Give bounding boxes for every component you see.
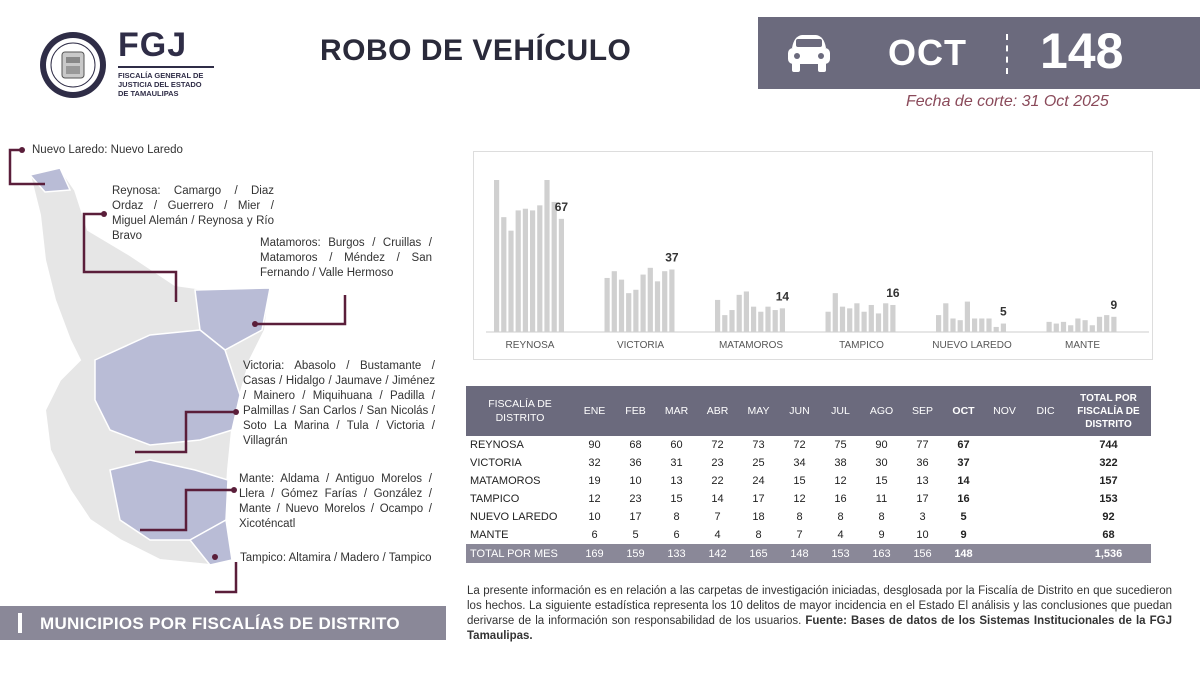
bar-matamoros-oct	[780, 308, 785, 332]
cell-feb: 5	[632, 529, 639, 541]
cell-mar: 133	[656, 544, 697, 563]
data-label: 14	[775, 289, 790, 304]
municipios-mante: Mante: Aldama / Antiguo Morelos / Llera / Gómez Farías / González / Mante / Nuevo Morelos / Ocampo / Xicoténcatl	[239, 473, 432, 530]
bar-tampico-jul	[869, 305, 874, 332]
bar-victoria-ene	[605, 278, 610, 332]
bar-chart	[473, 151, 1153, 360]
col-header-feb: FEB	[615, 386, 656, 436]
bar-nuevo-laredo-mar	[950, 318, 955, 332]
bar-mante-mar	[1061, 322, 1066, 332]
cell-abr: 23	[711, 457, 724, 469]
cell-may: 8	[755, 529, 762, 541]
bar-chart-svg	[474, 152, 1152, 359]
cell-mar: 60	[670, 439, 683, 451]
bar-matamoros-abr	[737, 295, 742, 332]
cell-nov	[984, 472, 1025, 490]
cell-feb: 10	[629, 475, 642, 487]
cell-feb: 23	[629, 493, 642, 505]
bar-nuevo-laredo-may	[965, 302, 970, 332]
cell-abr: 7	[714, 511, 721, 523]
bar-mante-may	[1075, 318, 1080, 332]
row-name: TAMPICO	[470, 493, 520, 505]
table-totals-row	[466, 544, 1151, 563]
bar-nuevo-laredo-ene	[936, 315, 941, 332]
bar-mante-oct	[1111, 317, 1116, 332]
cell-ago: 11	[875, 493, 888, 505]
cell-dic	[1025, 436, 1066, 454]
cell-nov	[984, 544, 1025, 563]
data-label: 5	[1000, 304, 1007, 319]
category-label: REYNOSA	[505, 340, 555, 351]
cell-jun: 7	[796, 529, 803, 541]
bar-mante-jul	[1090, 325, 1095, 332]
cell-mar: 8	[673, 511, 680, 523]
category-label: MANTE	[1065, 340, 1100, 351]
cell-ene: 6	[591, 529, 598, 541]
col-header-dic: DIC	[1025, 386, 1066, 436]
cell-sep: 3	[919, 511, 926, 523]
municipios-reynosa: Reynosa: Camargo / Diaz Ordaz / Guerrero / Mier / Miguel Alemán / Reynosa y Río Bravo	[112, 185, 274, 242]
bar-reynosa-feb	[501, 217, 506, 332]
bar-victoria-jul	[648, 268, 653, 332]
bar-matamoros-jul	[758, 312, 763, 332]
col-header-nov: NOV	[984, 386, 1025, 436]
data-table	[466, 386, 1151, 563]
municipios-nuevo-laredo: Nuevo Laredo: Nuevo Laredo	[32, 144, 183, 156]
cell-oct: 14	[957, 475, 970, 487]
kpi-month: OCT	[888, 32, 967, 73]
bar-nuevo-laredo-ago	[986, 318, 991, 332]
bar-reynosa-may	[523, 209, 528, 332]
row-name: TOTAL POR MES	[466, 544, 574, 563]
cell-sep: 36	[916, 457, 929, 469]
bar-reynosa-ene	[494, 180, 499, 332]
col-header-abr: ABR	[697, 386, 738, 436]
cell-may: 18	[752, 511, 765, 523]
table-row	[466, 436, 1151, 454]
col-header-oct: OCT	[943, 386, 984, 436]
cell-total: 153	[1099, 493, 1118, 505]
cell-mar: 13	[670, 475, 683, 487]
cell-abr: 4	[714, 529, 721, 541]
category-label: NUEVO LAREDO	[932, 340, 1012, 351]
kpi-divider	[1006, 34, 1008, 74]
category-label: MATAMOROS	[718, 340, 784, 351]
bar-mante-abr	[1068, 325, 1073, 332]
cell-nov	[984, 526, 1025, 544]
org-block	[118, 28, 228, 98]
org-name-line: FISCALÍA GENERAL DE	[118, 71, 204, 80]
bar-mante-sep	[1104, 315, 1109, 332]
cell-sep: 77	[916, 439, 929, 451]
cell-dic	[1025, 526, 1066, 544]
cell-dic	[1025, 544, 1066, 563]
bar-tampico-abr	[847, 308, 852, 332]
data-label: 37	[665, 250, 679, 265]
cell-abr: 142	[697, 544, 738, 563]
cell-mar: 6	[673, 529, 680, 541]
data-label: 67	[554, 199, 569, 214]
cell-sep: 17	[916, 493, 929, 505]
cell-jul: 12	[834, 475, 847, 487]
cell-nov	[984, 454, 1025, 472]
cell-ago: 15	[875, 475, 888, 487]
cell-may: 25	[752, 457, 765, 469]
data-label: 9	[1110, 297, 1118, 312]
bar-nuevo-laredo-jul	[979, 318, 984, 332]
cutoff-date: Fecha de corte: 31 Oct 2025	[906, 93, 1109, 110]
bar-reynosa-sep	[552, 202, 557, 332]
cell-ene: 12	[588, 493, 601, 505]
cell-total: 322	[1099, 457, 1118, 469]
cell-jul: 16	[834, 493, 847, 505]
bar-reynosa-ago	[544, 180, 549, 332]
bar-matamoros-sep	[773, 310, 778, 332]
bar-matamoros-ene	[715, 300, 720, 332]
cell-oct: 148	[943, 544, 984, 563]
bar-tampico-may	[854, 303, 859, 332]
seal-logo	[38, 30, 108, 100]
bar-nuevo-laredo-sep	[994, 327, 999, 332]
cell-nov	[984, 490, 1025, 508]
cell-oct: 16	[957, 493, 970, 505]
cell-ene: 19	[588, 475, 601, 487]
bar-nuevo-laredo-feb	[943, 303, 948, 332]
footnote-text: La presente información es en relación a las carpetas de investigación iniciadas, desglosada por la Fiscalía de Distrito en que sucedieron los hechos. La siguiente estadística representa los 10 delitos de mayor incidencia en el Estado El análisis y las conclusiones que puedan derivarse de la información son responsabilidad de los usuarios.	[467, 585, 1172, 627]
cell-jun: 34	[793, 457, 806, 469]
cell-nov	[984, 508, 1025, 526]
bar-victoria-jun	[641, 275, 646, 332]
col-header-may: MAY	[738, 386, 779, 436]
org-name-line: DE TAMAULIPAS	[118, 89, 179, 98]
bar-victoria-oct	[669, 270, 674, 332]
municipios-victoria: Victoria: Abasolo / Bustamante / Casas / Hidalgo / Jaumave / Jiménez / Mainero / Miquihuana / Padilla / Palmillas / San Carlos / San Nicolás / Soto La Marina / Tula / Victoria / Villagrán	[243, 360, 435, 447]
cell-total: 1,536	[1066, 544, 1151, 563]
cell-may: 17	[752, 493, 765, 505]
bar-tampico-sep	[883, 303, 888, 332]
cell-oct: 37	[957, 457, 970, 469]
col-header-fiscalia: FISCALÍA DE DISTRITO	[466, 386, 574, 436]
bar-mante-ago	[1097, 317, 1102, 332]
table-row	[466, 490, 1151, 508]
row-name: VICTORIA	[470, 457, 522, 469]
cell-feb: 17	[629, 511, 642, 523]
cell-ago: 30	[875, 457, 888, 469]
bar-nuevo-laredo-jun	[972, 318, 977, 332]
cell-oct: 67	[957, 439, 970, 451]
cell-sep: 156	[902, 544, 943, 563]
cell-total: 157	[1099, 475, 1118, 487]
cell-mar: 15	[670, 493, 683, 505]
cell-may: 73	[752, 439, 765, 451]
row-name: REYNOSA	[470, 439, 524, 451]
cell-dic	[1025, 454, 1066, 472]
bar-victoria-abr	[626, 293, 631, 332]
cell-total: 92	[1102, 511, 1115, 523]
bar-mante-ene	[1047, 322, 1052, 332]
municipios-tampico: Tampico: Altamira / Madero / Tampico	[240, 552, 432, 564]
section-banner	[0, 606, 446, 640]
cell-jul: 38	[834, 457, 847, 469]
bar-tampico-jun	[862, 312, 867, 332]
row-name: MANTE	[470, 529, 509, 541]
cell-jun: 72	[793, 439, 806, 451]
org-abbreviation: FGJ	[118, 26, 188, 64]
kpi-total: 148	[1040, 23, 1124, 79]
cell-nov	[984, 436, 1025, 454]
cell-abr: 72	[711, 439, 724, 451]
table-row	[466, 508, 1151, 526]
cell-oct: 5	[960, 511, 967, 523]
col-header-ene: ENE	[574, 386, 615, 436]
bar-reynosa-jun	[530, 210, 535, 332]
col-header-sep: SEP	[902, 386, 943, 436]
leader-tampico	[215, 562, 236, 592]
bar-mante-feb	[1054, 324, 1059, 332]
cell-ago: 9	[878, 529, 885, 541]
cell-ene: 90	[588, 439, 601, 451]
cell-dic	[1025, 490, 1066, 508]
bar-reynosa-abr	[516, 210, 521, 332]
bar-tampico-ene	[826, 312, 831, 332]
cell-feb: 68	[629, 439, 642, 451]
banner-accent-bar	[18, 613, 22, 633]
bar-matamoros-ago	[765, 307, 770, 332]
bar-tampico-feb	[833, 293, 838, 332]
cell-jul: 4	[837, 529, 844, 541]
cell-feb: 159	[615, 544, 656, 563]
table-row	[466, 454, 1151, 472]
bar-reynosa-mar	[508, 231, 513, 332]
cell-jul: 8	[837, 511, 844, 523]
footnote-source: Fuente: Bases de datos de los Sistemas Institucionales de la FGJ Tamaulipas.	[467, 615, 1173, 642]
bar-tampico-mar	[840, 307, 845, 332]
row-name: NUEVO LAREDO	[470, 511, 558, 523]
col-header-jun: JUN	[779, 386, 820, 436]
bar-matamoros-mar	[729, 310, 734, 332]
org-name	[118, 66, 214, 98]
cell-oct: 9	[960, 529, 967, 541]
cell-jul: 75	[834, 439, 847, 451]
cell-dic	[1025, 472, 1066, 490]
category-label: VICTORIA	[616, 340, 665, 351]
cell-ene: 32	[588, 457, 601, 469]
data-label: 16	[886, 285, 900, 300]
section-banner-label: MUNICIPIOS POR FISCALÍAS DE DISTRITO	[40, 614, 400, 633]
bar-victoria-may	[633, 290, 638, 332]
cell-ene: 169	[574, 544, 615, 563]
cell-may: 24	[752, 475, 765, 487]
org-name-line: JUSTICIA DEL ESTADO	[118, 80, 202, 89]
col-header-total: TOTAL POR FISCALÍA DE DISTRITO	[1066, 386, 1151, 436]
bar-mante-jun	[1083, 320, 1088, 332]
row-name: MATAMOROS	[470, 475, 541, 487]
table-row	[466, 526, 1151, 544]
bar-victoria-ago	[655, 281, 660, 332]
cell-abr: 14	[711, 493, 724, 505]
municipios-matamoros: Matamoros: Burgos / Cruillas / Matamoros / Méndez / San Fernando / Valle Hermoso	[260, 237, 432, 279]
cell-feb: 36	[629, 457, 642, 469]
cell-dic	[1025, 508, 1066, 526]
bar-reynosa-oct	[559, 219, 564, 332]
cell-mar: 31	[670, 457, 683, 469]
table-header-row	[466, 386, 1151, 436]
cell-total: 68	[1102, 529, 1115, 541]
category-label: TAMPICO	[839, 340, 884, 351]
cell-sep: 13	[916, 475, 929, 487]
col-header-ago: AGO	[861, 386, 902, 436]
bar-tampico-oct	[890, 305, 895, 332]
cell-may: 165	[738, 544, 779, 563]
cell-abr: 22	[711, 475, 724, 487]
bar-victoria-sep	[662, 271, 667, 332]
cell-sep: 10	[916, 529, 929, 541]
cell-ago: 163	[861, 544, 902, 563]
cell-jul: 153	[820, 544, 861, 563]
cell-jun: 148	[779, 544, 820, 563]
bar-matamoros-may	[744, 291, 749, 332]
table-row	[466, 472, 1151, 490]
bar-reynosa-jul	[537, 205, 542, 332]
col-header-mar: MAR	[656, 386, 697, 436]
bar-victoria-mar	[619, 280, 624, 332]
cell-jun: 8	[796, 511, 803, 523]
bar-nuevo-laredo-abr	[958, 320, 963, 332]
cell-jun: 15	[793, 475, 806, 487]
bar-tampico-ago	[876, 313, 881, 332]
cell-ago: 8	[878, 511, 885, 523]
bar-nuevo-laredo-oct	[1001, 324, 1006, 332]
cell-ene: 10	[588, 511, 601, 523]
bar-matamoros-feb	[722, 315, 727, 332]
car-icon	[784, 30, 834, 76]
cell-total: 744	[1099, 439, 1118, 451]
bar-matamoros-jun	[751, 307, 756, 332]
page-title: ROBO DE VEHÍCULO	[320, 34, 632, 67]
footnote	[467, 584, 1172, 644]
cell-jun: 12	[793, 493, 806, 505]
cell-ago: 90	[875, 439, 888, 451]
bar-victoria-feb	[612, 271, 617, 332]
col-header-jul: JUL	[820, 386, 861, 436]
